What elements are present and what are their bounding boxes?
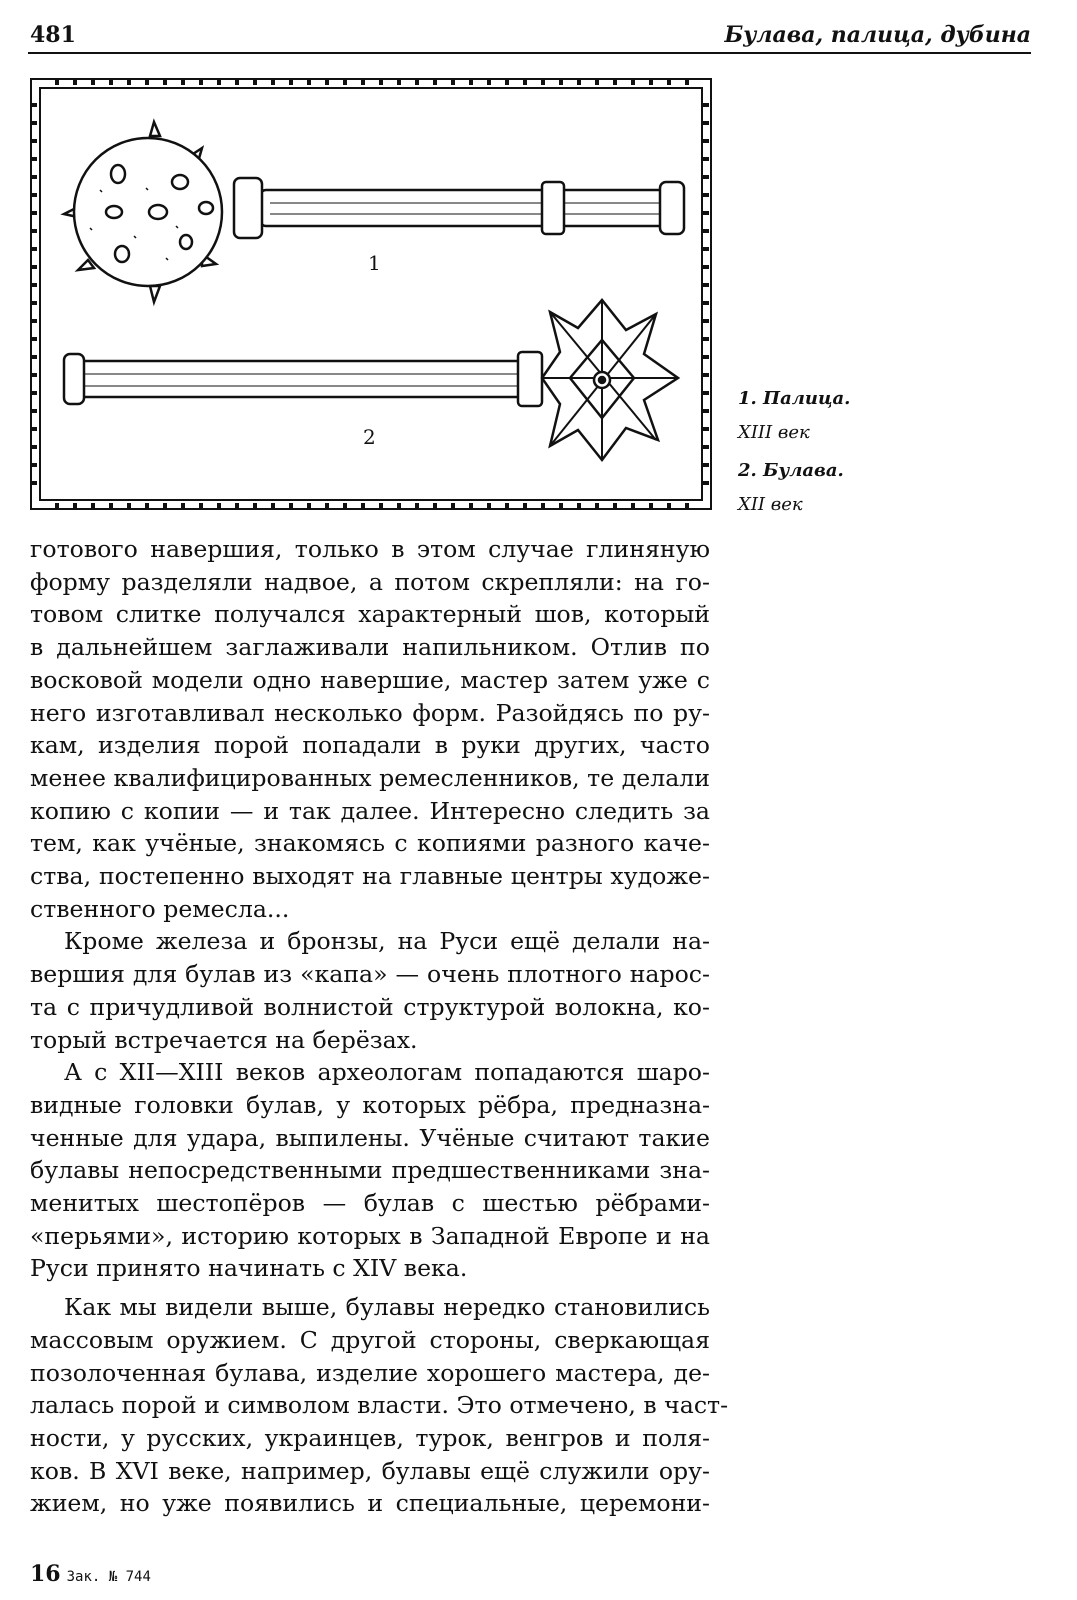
text-line: «перьями», историю которых в Западной Европе и на [30,1221,710,1250]
caption-2 [738,454,844,522]
text-line: ства, постепенно выходят на главные центры художе- [30,862,710,891]
order-note: Зак. № 744 [66,1569,151,1585]
text-line: ственного ремесла... [30,894,290,923]
running-title: Булава, палица, дубина [724,22,1031,48]
text-line: вершия для булав из «капа» — очень плотного нарос- [30,960,710,989]
text-line: него изготавливал несколько форм. Разойдясь по ру- [30,698,710,727]
text-line: в дальнейшем заглаживали напильником. Отлив по [30,633,710,662]
text-line: менее квалифицированных ремесленников, те делали [30,763,710,792]
page-number: 481 [30,22,76,48]
text-line: видные головки булав, у которых рёбра, предназна- [30,1090,710,1119]
caption-1-title: 1. Палица. [738,388,851,409]
caption-1 [738,382,850,450]
header-rule [28,52,1031,54]
caption-1-subtitle: XIII век [738,422,810,443]
text-line: кам, изделия порой попадали в руки других, часто [30,731,710,760]
text-line: Руси принято начинать с XIV века. [30,1254,468,1283]
sheet-number: 16 [30,1561,61,1587]
text-line: позолоченная булава, изделие хорошего мастера, де- [30,1358,710,1387]
text-line: лалась порой и символом власти. Это отмечено, в част- [30,1391,729,1420]
text-line: А с XII—XIII веков археологам попадаются шаро- [64,1058,710,1087]
figure-label-1: 1 [368,251,381,275]
text-line: Кроме железа и бронзы, на Руси ещё делали на- [64,927,710,956]
figure-label-2: 2 [363,425,376,449]
footer [30,1561,151,1587]
text-line: готового навершия, только в этом случае глиняную [30,535,710,563]
text-line: копию с копии — и так далее. Интересно следить за [30,796,710,825]
text-line: восковой модели одно навершие, мастер затем уже с [30,665,710,694]
text-line: жием, но уже появились и специальные, церемони- [30,1489,710,1518]
text-line: товом слитке получался характерный шов, который [30,600,710,629]
body-text [30,533,729,1520]
text-line: та с причудливой волнистой структурой волокна, ко- [30,992,710,1021]
text-line: массовым оружием. С другой стороны, сверкающая [30,1325,710,1354]
text-line: менитых шестопёров — булав с шестью рёбрами- [30,1189,710,1218]
text-line: булавы непосредственными предшественниками зна- [30,1156,710,1185]
text-line: ности, у русских, украинцев, турок, венгров и поля- [30,1423,710,1452]
text-line: форму разделяли надвое, а потом скрепляли: на го- [30,567,710,596]
text-line: ченные для удара, выпилены. Учёные считают такие [30,1123,710,1152]
text-line: Как мы видели выше, булавы нередко становились [64,1293,710,1322]
text-line: ков. В XVI веке, например, булавы ещё служили ору- [30,1456,710,1485]
text-line: торый встречается на берёзах. [30,1025,418,1054]
text-line: тем, как учёные, знакомясь с копиями разного каче- [30,829,710,858]
palitsa-drawing [64,122,684,302]
mace-illustration [30,78,712,510]
caption-2-subtitle: XII век [738,494,803,515]
caption-2-title: 2. Булава. [738,460,844,481]
